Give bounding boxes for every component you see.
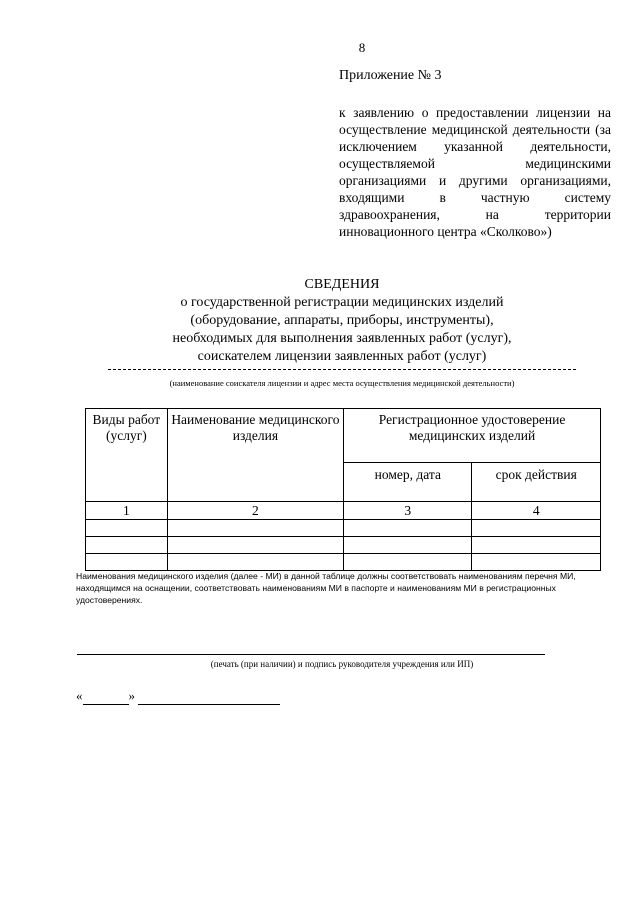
table-row xyxy=(86,520,601,537)
col-number-3: 3 xyxy=(344,502,472,520)
date-open-quote: « xyxy=(76,688,83,703)
appendix-text: к заявлению о предоставлении лицензии на осуществление медицинской деятельности (за исключением указанной деятельности, осуществляемой медицинскими организациями и другими организациями, входящими в частную систему здравоохранения, на территории инновационного центра «Сколково») xyxy=(339,105,611,239)
applicant-fill-line xyxy=(108,368,576,370)
header-registration-certificate: Регистрационное удостоверение медицинских изделий xyxy=(344,409,601,463)
table-cell xyxy=(344,537,472,554)
col-number-4: 4 xyxy=(472,502,601,520)
table-cell xyxy=(86,537,168,554)
signature-caption: (печать (при наличии) и подпись руководителя учреждения или ИП) xyxy=(210,659,474,669)
header-validity: срок действия xyxy=(472,463,601,502)
table-cell xyxy=(472,554,601,571)
heading-line-4: необходимых для выполнения заявленных работ (услуг), xyxy=(172,331,512,346)
heading-title: СВЕДЕНИЯ xyxy=(304,277,380,292)
document-heading xyxy=(0,276,640,366)
header-work-types: Виды работ (услуг) xyxy=(86,409,168,502)
appendix-title: Приложение № 3 xyxy=(339,68,442,83)
page-number: 8 xyxy=(358,40,366,55)
table-cell xyxy=(167,520,343,537)
table-row xyxy=(86,554,601,571)
date-month-year-blank xyxy=(138,688,280,705)
header-device-name: Наименование медицинского изделия xyxy=(167,409,343,502)
col-number-2: 2 xyxy=(167,502,343,520)
heading-line-5: соискателем лицензии заявленных работ (услуг) xyxy=(197,349,487,364)
table-cell xyxy=(344,520,472,537)
table-cell xyxy=(86,520,168,537)
heading-line-2: о государственной регистрации медицинских изделий xyxy=(180,295,504,310)
date-field xyxy=(76,688,280,705)
date-close-quote: » xyxy=(128,688,135,703)
header-number-date: номер, дата xyxy=(344,463,472,502)
table-cell xyxy=(344,554,472,571)
table-note: Наименования медицинского изделия (далее - МИ) в данной таблице должны соответствовать наименованиям перечня МИ, находящимся на оснащении, соответствовать наименованиям МИ в паспорте и наименованиям МИ в регистрационных удостоверениях. xyxy=(76,571,576,605)
table-cell xyxy=(167,537,343,554)
table-numbering-row xyxy=(86,502,601,520)
heading-line-3: (оборудование, аппараты, приборы, инструменты), xyxy=(190,313,494,328)
date-day-blank xyxy=(83,688,129,705)
col-number-1: 1 xyxy=(86,502,168,520)
registration-table xyxy=(85,408,601,571)
applicant-caption: (наименование соискателя лицензии и адрес места осуществления медицинской деятельности) xyxy=(169,378,515,388)
table-row xyxy=(86,537,601,554)
table-cell xyxy=(472,537,601,554)
table-cell xyxy=(167,554,343,571)
table-cell xyxy=(86,554,168,571)
signature-line xyxy=(77,653,545,655)
table-cell xyxy=(472,520,601,537)
